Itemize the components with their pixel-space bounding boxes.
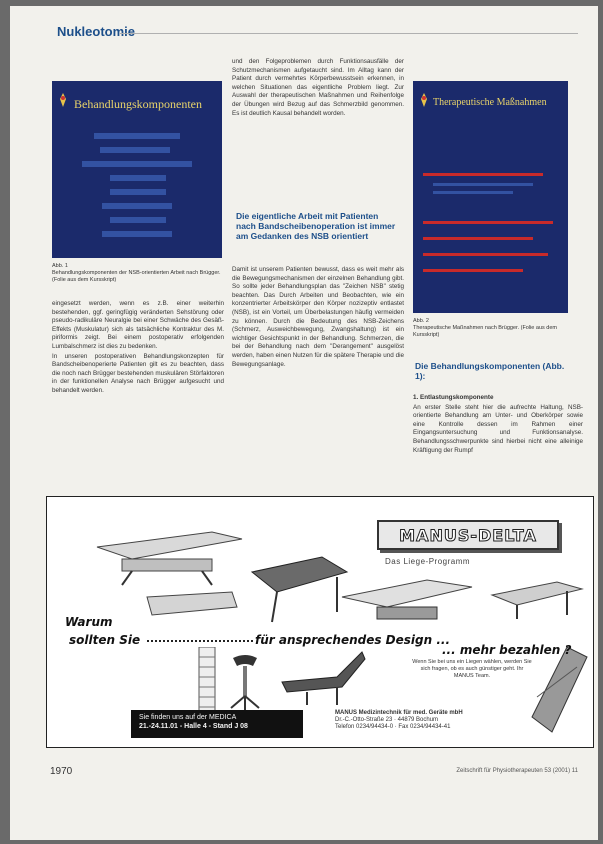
figure-2-caption-text: Therapeutische Maßnahmen nach Brügger. (Folie aus dem Kursskript) <box>413 325 557 338</box>
middle-column-bottom <box>232 266 404 491</box>
treatment-table-image <box>487 577 587 622</box>
figure-2-red-item <box>423 253 548 256</box>
figure-2-red-item <box>423 269 523 272</box>
company-address: Dr.-C.-Otto-Straße 23 · 44879 Bochum <box>335 717 439 723</box>
fair-line-2: 21.-24.11.01 - Halle 4 - Stand J 08 <box>139 723 248 730</box>
fair-info-box <box>131 710 303 738</box>
company-info <box>335 710 535 731</box>
figure-1-item <box>102 231 172 237</box>
treatment-table-image <box>142 587 242 627</box>
chair-image <box>277 647 367 707</box>
figure-1-item <box>110 175 166 181</box>
company-name: MANUS Medizintechnik für med. Geräte mbH <box>335 710 463 716</box>
company-contact: Telefon 0234/94434-0 · Fax 0234/94434-41 <box>335 724 451 730</box>
brand-logo: MANUS-DELTA <box>377 520 559 550</box>
paragraph: In unseren postoperativen Behandlungskonzepten für Bandscheibenoperierte Patienten gilt es zu beachten, dass die noch nach Brügger bestehenden muskulären Störfaktoren in der funktionellen Analyse nach Brügger aufgesucht und behandelt werden. <box>52 352 224 394</box>
slide-logo-icon <box>58 93 68 107</box>
figure-1-caption-text: Behandlungskomponenten der NSB-orientierten Arbeit nach Brügger. (Folie aus dem Kursskript) <box>52 270 221 283</box>
treatment-table-image <box>337 572 477 627</box>
left-column <box>52 300 224 490</box>
figure-2-caption-number: Abb. 2 <box>413 318 429 324</box>
figure-2-item <box>433 191 513 194</box>
paragraph: An erster Stelle steht hier die aufrechte Haltung, NSB-orientierte Behandlung am Unter- und Oberkörper sowie eine Kontrolle dessen im Rahmen einer Eingangsuntersuchung und Funktionsanalyse. Behandlungsschwerpunkte sind hierbei nicht eine alleinige Kräftigung der Rumpf <box>413 403 583 454</box>
ad-headline-1: Warum <box>65 615 113 629</box>
ad-headline-3: für ansprechendes Design ... <box>255 633 451 647</box>
figure-2-red-item <box>423 173 543 176</box>
ad-headline-2: sollten Sie <box>69 633 141 647</box>
middle-column-subheading: Die eigentliche Arbeit mit Patienten nach Bandscheibenoperation ist immer am Gedanken des NSB orientiert <box>236 211 396 241</box>
section-header: Nukleotomie <box>57 24 136 39</box>
figure-1-item <box>102 203 172 209</box>
advertisement <box>46 496 594 748</box>
right-column <box>413 394 583 492</box>
slide-logo-icon <box>419 93 429 107</box>
fair-line-1: Sie finden uns auf der MEDICA <box>139 714 237 721</box>
page-number: 1970 <box>50 766 73 777</box>
figure-2-slide <box>413 81 568 313</box>
figure-1-slide <box>52 81 222 258</box>
item-title: 1. Entlastungskomponente <box>413 394 494 401</box>
figure-1-item <box>82 161 192 167</box>
paragraph: Damit ist unserem Patienten bewusst, dass es weit mehr als die Bewegungsmechanismen der einzelnen Behandlung gibt. So sollte jeder Behandlungsplan das "Zeichen NSB" stetig beachten. Das Durch Arbeiten und Beobachten, wie ein konzentrierter Arbeitskörper den Körper nozizeptiv entlastet (NSB), ist ein Vorteil, um Überbelastungen häufig vermeiden zu können. Durch die Bedeutung des NSB-Zeichens (Schmerz, Ausweichbewegung, Zwangshaltung) ist ein wichtiger Gesichtspunkt in der Behandlung. Schmerzen, die bei der Behandlung nach dem "Derangement" ausgelöst werden, haben einen Nutzen für die spätere Therapie und die Bewegungsanlage. <box>232 266 404 368</box>
ad-blurb: Wenn Sie bei uns ein Liegen wählen, werden Sie sich fragen, ob es auch günstiger geht. Ihr MANUS Team. <box>412 659 532 679</box>
document-page <box>10 6 598 840</box>
figure-2-item <box>433 183 533 186</box>
figure-1-item <box>110 217 166 223</box>
figure-1-caption <box>52 263 222 284</box>
ad-headline-4: ... mehr bezahlen ? <box>442 643 572 657</box>
right-column-subheading: Die Behandlungskomponenten (Abb. 1): <box>415 361 565 381</box>
figure-1-caption-number: Abb. 1 <box>52 263 68 269</box>
treatment-table-image <box>242 552 352 627</box>
figure-1-title: Behandlungskomponenten <box>74 97 202 111</box>
treatment-table-image <box>92 527 252 587</box>
figure-1-item <box>100 147 170 153</box>
figure-2-caption <box>413 318 568 339</box>
ad-dotted-line <box>147 640 253 642</box>
stool-image <box>225 652 265 712</box>
middle-column-top <box>232 58 404 196</box>
figure-2-red-item <box>423 237 533 240</box>
figure-2-title: Therapeutische Maßnahmen <box>433 97 547 108</box>
brand-tagline: Das Liege-Programm <box>385 557 471 566</box>
journal-reference: Zeitschrift für Physiotherapeuten 53 (2001) 11 <box>456 768 578 774</box>
figure-2-red-item <box>423 221 553 224</box>
figure-1-item <box>110 189 166 195</box>
header-rule <box>120 33 578 34</box>
figure-1-item <box>94 133 180 139</box>
paragraph: eingesetzt werden, wenn es z.B. einer weiterhin bestehenden, ggf. geringfügig veränderten Sehstörung oder pseudo-radikuläre Neuralgie bei einer Schwäche des Gesäß-Effekts (Muskulatur) sich als tatsächliche Kontraktur des M. piriformis zeigt. Bei einem postoperativ erfolgenden Lumbalschmerz ist dies zu bedenken. <box>52 300 224 350</box>
paragraph: und den Folgeproblemen durch Funktionsausfälle der Schutzmechanismen aufgetaucht sind. Im Alltag kann der Patient durch vermehrtes Körperbewusstsein erkennen, in welchen Situationen das eigentliche Problem liegt. Zur Auswahl der therapeutischen Maßnahmen und Reihenfolge der Übungen wird Bezug auf das Schmerzbild genommen. Es ist deutlich Kausal behandelt worden. <box>232 58 404 117</box>
